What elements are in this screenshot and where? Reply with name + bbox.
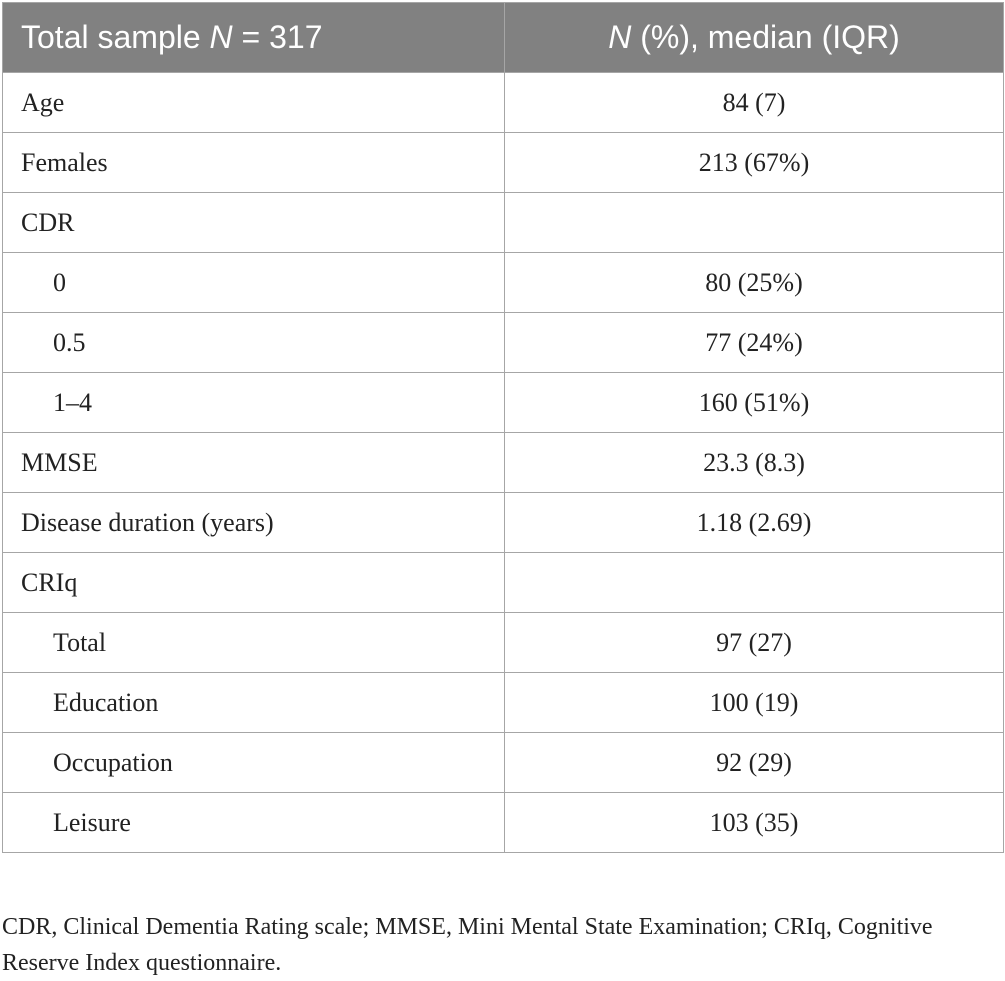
table-row — [3, 613, 1004, 673]
table-row — [3, 313, 1004, 373]
row-label: Leisure — [3, 793, 505, 853]
row-label: Age — [3, 73, 505, 133]
row-value: 77 (24%) — [505, 313, 1004, 373]
demographics-table — [2, 2, 1004, 853]
header-col2-n: N — [608, 19, 632, 55]
table-row — [3, 433, 1004, 493]
row-label: MMSE — [3, 433, 505, 493]
row-label: 1–4 — [3, 373, 505, 433]
header-col1-prefix: Total sample — [21, 19, 210, 55]
row-label: Disease duration (years) — [3, 493, 505, 553]
table-footnote: CDR, Clinical Dementia Rating scale; MMSE, Mini Mental State Examination; CRIq, Cognitive Reserve Index questionnaire. — [2, 914, 933, 976]
row-value: 97 (27) — [505, 613, 1004, 673]
header-stat-type — [505, 3, 1004, 73]
table-row — [3, 493, 1004, 553]
row-value: 1.18 (2.69) — [505, 493, 1004, 553]
table-row — [3, 673, 1004, 733]
table-row — [3, 133, 1004, 193]
row-value: 100 (19) — [505, 673, 1004, 733]
table-body — [3, 73, 1004, 853]
header-total-sample — [3, 3, 505, 73]
table-row — [3, 193, 1004, 253]
row-label: CDR — [3, 193, 505, 253]
row-value — [505, 553, 1004, 613]
table-row — [3, 73, 1004, 133]
row-value: 160 (51%) — [505, 373, 1004, 433]
table-header — [3, 3, 1004, 73]
row-label: CRIq — [3, 553, 505, 613]
row-value: 92 (29) — [505, 733, 1004, 793]
row-label: Total — [3, 613, 505, 673]
row-value: 80 (25%) — [505, 253, 1004, 313]
row-value: 103 (35) — [505, 793, 1004, 853]
row-value: 23.3 (8.3) — [505, 433, 1004, 493]
header-col1-suffix: = 317 — [232, 19, 323, 55]
row-label: Females — [3, 133, 505, 193]
table-row — [3, 793, 1004, 853]
row-label: 0 — [3, 253, 505, 313]
table-row — [3, 253, 1004, 313]
row-label: Occupation — [3, 733, 505, 793]
header-col2-suffix: (%), median (IQR) — [631, 19, 900, 55]
header-col1-n: N — [209, 19, 233, 55]
table-row — [3, 553, 1004, 613]
header-row — [3, 3, 1004, 73]
row-label: 0.5 — [3, 313, 505, 373]
row-value: 84 (7) — [505, 73, 1004, 133]
table-row — [3, 373, 1004, 433]
table-row — [3, 733, 1004, 793]
row-value — [505, 193, 1004, 253]
row-value: 213 (67%) — [505, 133, 1004, 193]
row-label: Education — [3, 673, 505, 733]
